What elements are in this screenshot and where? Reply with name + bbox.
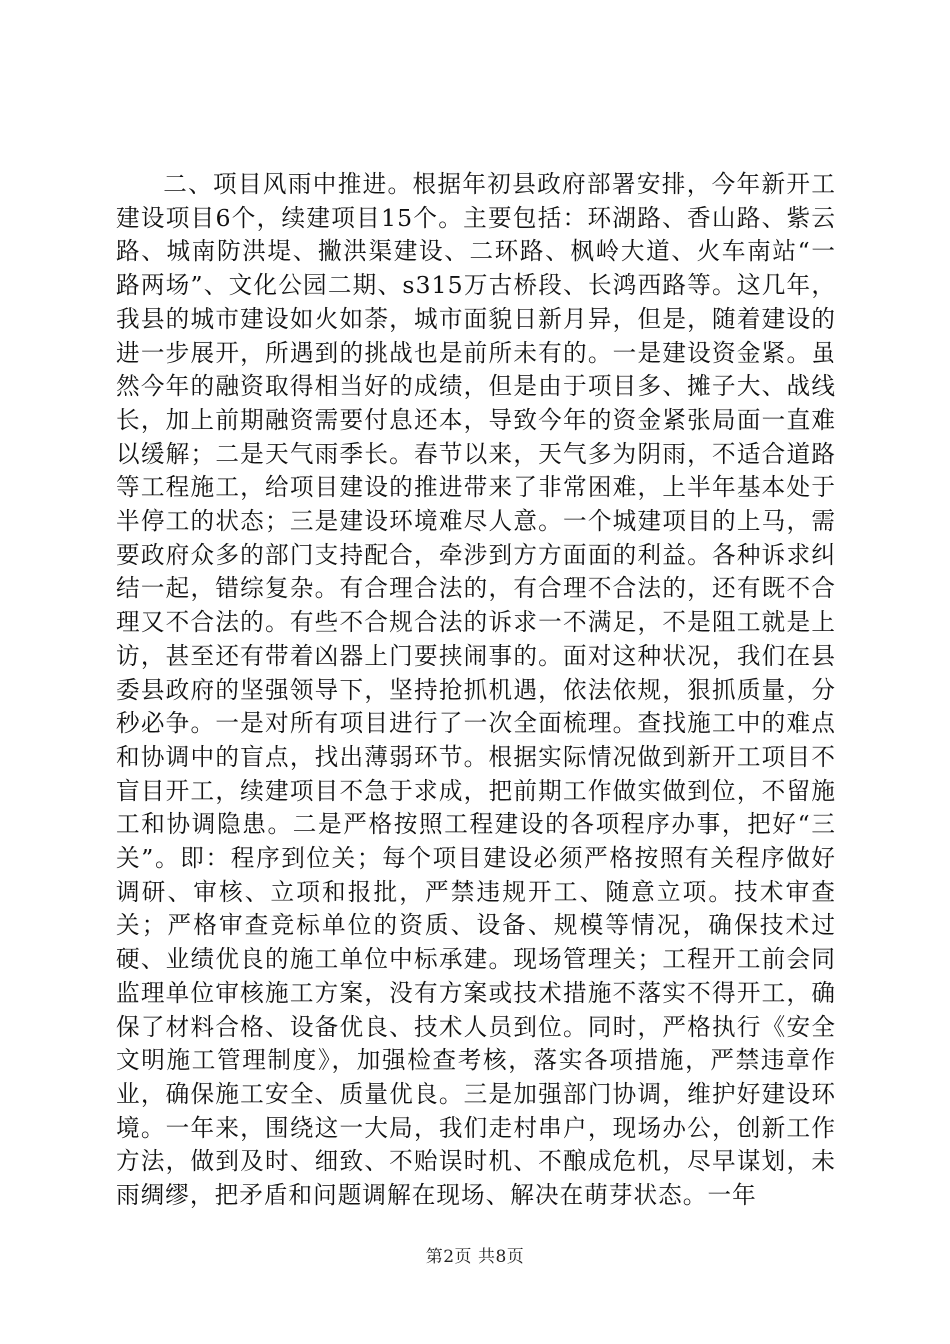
body-paragraph: 二、项目风雨中推进。根据年初县政府部署安排，今年新开工建设项目6个，续建项目15个。主要包括：环湖路、香山路、紫云路、城南防洪堤、撇洪渠建设、二环路、枫岭大道、火车南站“一路两场”、文化公园二期、s315万古桥段、长鸿西路等。这几年，我县的城市建设如火如荼，城市面貌日新月异，但是，随着建设的进一步展开，所遇到的挑战也是前所未有的。一是建设资金紧。虽然今年的融资取得相当好的成绩，但是由于项目多、摊子大、战线长，加上前期融资需要付息还本，导致今年的资金紧张局面一直难以缓解；二是天气雨季长。春节以来，天气多为阴雨，不适合道路等工程施工，给项目建设的推进带来了非常困难，上半年基本处于半停工的状态；三是建设环境难尽人意。一个城建项目的上马，需要政府众多的部门支持配合，牵涉到方方面面的利益。各种诉求纠结一起，错综复杂。有合理合法的，有合理不合法的，还有既不合理又不合法的。有些不合规合法的诉求一不满足，不是阻工就是上访，甚至还有带着凶器上门要挟闹事的。面对这种状况，我们在县委县政府的坚强领导下，坚持抢抓机遇，依法依规，狠抓质量，分秒必争。一是对所有项目进行了一次全面梳理。查找施工中的难点和协调中的盲点，找出薄弱环节。根据实际情况做到新开工项目不盲目开工，续建项目不急于求成，把前期工作做实做到位，不留施工和协调隐患。二是严格按照工程建设的各项程序办事，把好“三关”。即：程序到位关；每个项目建设必须严格按照有关程序做好调研、审核、立项和报批，严禁违规开工、随意立项。技术审查关；严格审查竞标单位的资质、设备、规模等情况，确保技术过硬、业绩优良的施工单位中标承建。现场管理关；工程开工前会同监理单位审核施工方案，没有方案或技术措施不落实不得开工，确保了材料合格、设备优良、技术人员到位。同时，严格执行《安全文明施工管理制度》，加强检查考核，落实各项措施，严禁违章作业，确保施工安全、质量优良。三是加强部门协调，维护好建设环境。一年来，围绕这一大局，我们走村串户，现场办公，创新工作方法，做到及时、细致、不贻误时机、不酿成危机，尽早谋划，未雨绸缪，把矛盾和问题调解在现场、解决在萌芽状态。一年 — [116, 170, 836, 1210]
page-number-footer: 第2页 共8页 — [425, 1247, 525, 1267]
